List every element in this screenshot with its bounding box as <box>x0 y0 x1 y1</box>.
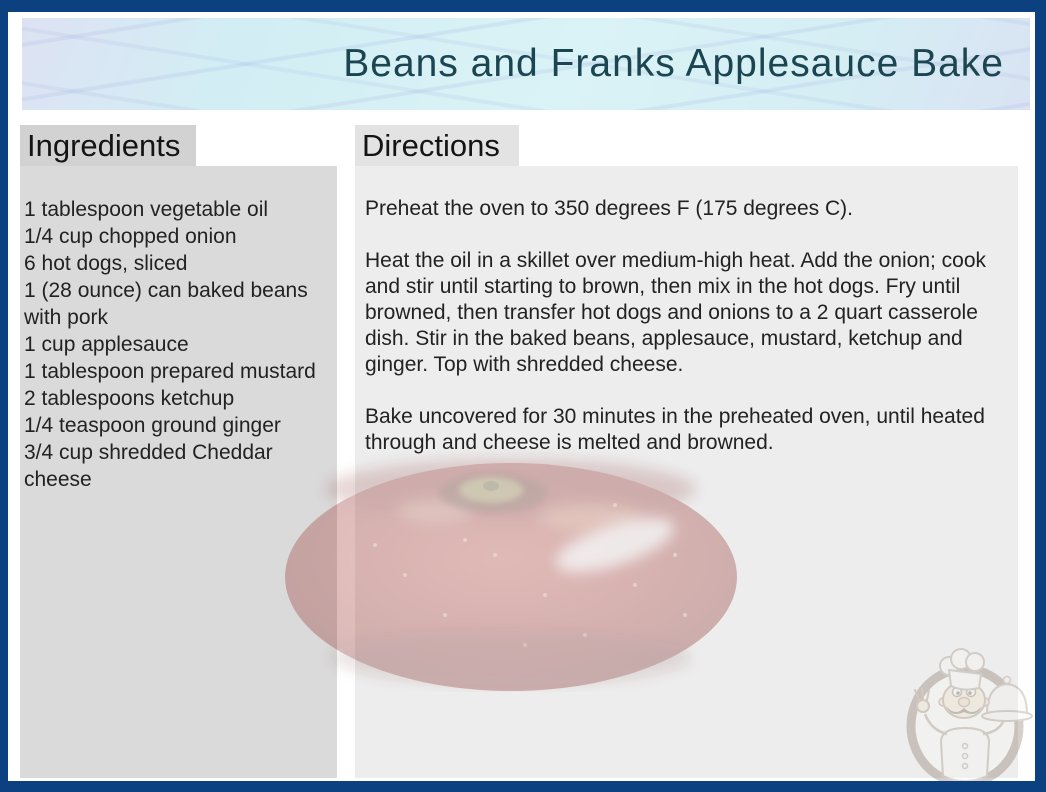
ingredient-item: 3/4 cup shredded Cheddar cheese <box>24 441 273 491</box>
ingredient-item: 1/4 teaspoon ground ginger <box>24 414 281 437</box>
title-header <box>22 18 1030 110</box>
ingredient-item: 2 tablespoons ketchup <box>24 387 235 410</box>
ingredient-item: 1/4 cup chopped onion <box>24 225 237 248</box>
page-title: Beans and Franks Applesauce Bake <box>343 42 1004 85</box>
ingredient-item: 1 cup applesauce <box>24 333 189 356</box>
ingredient-item: 1 tablespoon vegetable oil <box>24 198 269 221</box>
ingredient-item: 1 (28 ounce) can baked beans with pork <box>24 279 308 329</box>
ingredient-item: 1 tablespoon prepared mustard <box>24 360 316 383</box>
direction-step: Heat the oil in a skillet over medium-high heat. Add the onion; cook and stir until starting to brown, then mix in the hot dogs. Fry until browned, then transfer hot dogs and onions to a 2 quart casserole dish. Stir in the baked beans, applesauce, mustard, ketchup and ginger. Top with shredded cheese. <box>365 249 987 376</box>
direction-step: Preheat the oven to 350 degrees F (175 degrees C). <box>365 197 853 220</box>
directions-panel <box>355 166 1018 778</box>
ingredients-heading: Ingredients <box>27 127 181 163</box>
ingredient-item: 6 hot dogs, sliced <box>24 252 188 275</box>
direction-step: Bake uncovered for 30 minutes in the preheated oven, until heated through and cheese is melted and browned. <box>365 405 985 454</box>
ingredients-heading-box <box>20 125 196 166</box>
directions-heading: Directions <box>362 127 500 163</box>
ingredients-panel <box>20 166 337 778</box>
directions-heading-box <box>355 125 519 166</box>
